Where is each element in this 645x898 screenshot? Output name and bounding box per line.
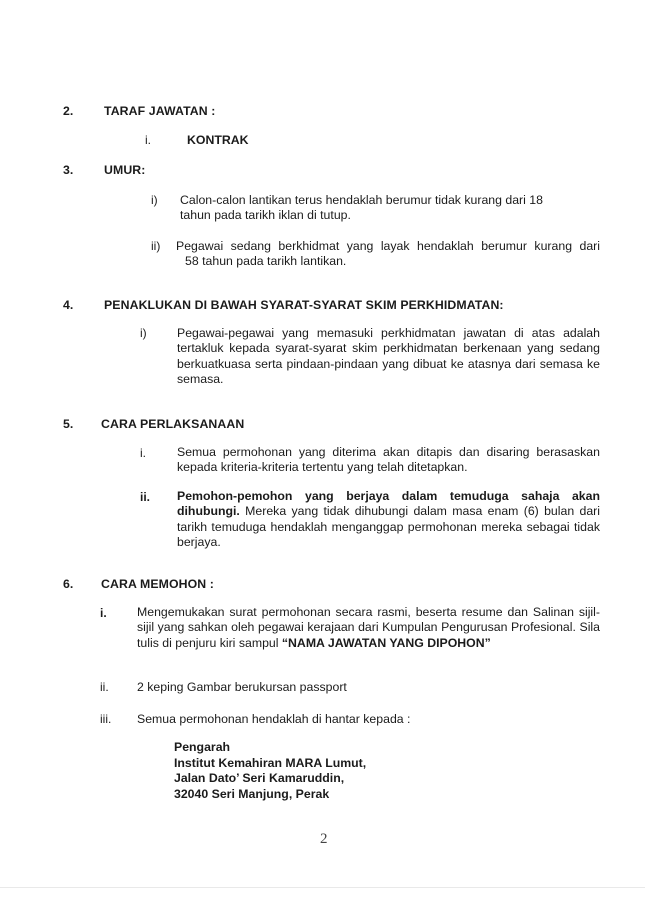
address-line: Pengarah [174,740,231,754]
section-title-taraf-jawatan: TARAF JAWATAN : [104,104,216,118]
page-number: 2 [320,831,328,847]
item-marker: ii) [151,239,161,253]
item-paragraph [177,489,600,551]
section-number: 6. [63,577,74,591]
item-text: 2 keping Gambar berukursan passport [137,680,347,694]
section-title-cara-memohon: CARA MEMOHON : [101,577,214,591]
section-title-penaklukan: PENAKLUKAN DI BAWAH SYARAT-SYARAT SKIM PERKHIDMATAN: [104,298,504,312]
item-paragraph [137,605,600,651]
paragraph-rest: Mereka yang tidak dihubungi dalam masa enam (6) bulan dari tarikh temuduga hendaklah menganggap permohonan mereka sebagai tidak berjaya. [177,504,600,550]
item-marker: i. [145,133,151,147]
item-marker: ii. [100,680,109,694]
bold-phrase: “NAMA JAWATAN YANG DIPOHON” [281,635,491,650]
address-line: Jalan Dato’ Seri Kamaruddin, [174,771,345,786]
bold-phrase: Pemohon-pemohon yang berjaya dalam temuduga sahaja akan dihubungi. [177,489,600,519]
item-text: Semua permohonan hendaklah di hantar kepada : [137,712,411,726]
section-number: 3. [63,163,74,177]
section-title-umur: UMUR: [104,163,146,177]
item-marker: i) [140,326,147,340]
page-edge-divider [0,887,645,888]
item-marker: i. [100,606,107,620]
address-block [174,740,366,802]
item-text-line: Pegawai sedang berkhidmat yang layak hendaklah berumur kurang dari [176,239,600,253]
item-marker: iii. [100,712,112,726]
item-text-kontrak: KONTRAK [187,133,249,147]
item-text-line: 58 tahun pada tarikh lantikan. [185,254,347,268]
section-number: 5. [63,417,74,431]
item-paragraph: Semua permohonan yang diterima akan ditapis dan disaring berasaskan kepada kriteria-kriteria tertentu yang telah ditetapkan. [177,445,600,475]
address-line: Institut Kemahiran MARA Lumut, [174,755,367,770]
address-line: 32040 Seri Manjung, Perak [174,786,330,801]
item-marker: i. [140,446,146,460]
item-marker: ii. [140,490,151,504]
item-text-line: tahun pada tarikh iklan di tutup. [180,208,351,222]
paragraph-text: Mengemukakan surat permohonan secara rasmi, beserta resume dan Salinan sijil-sijil yang sahkan oleh pegawai kerajaan dari Kumpulan Pengurusan Profesional. Sila tulis di penjuru kiri sampul [137,605,600,650]
item-text-line: Calon-calon lantikan terus hendaklah berumur tidak kurang dari 18 [180,193,543,207]
section-number: 4. [63,298,74,312]
section-number: 2. [63,104,74,118]
item-paragraph: Pegawai-pegawai yang memasuki perkhidmatan jawatan di atas adalah tertakluk kepada syarat-syarat skim perkhidmatan berkenaan yang sedang berkuatkuasa serta pindaan-pindaan yang dibuat ke atasnya dari semasa ke semasa. [177,326,600,387]
item-marker: i) [151,193,158,207]
section-title-cara-perlaksanaan: CARA PERLAKSANAAN [101,417,245,431]
